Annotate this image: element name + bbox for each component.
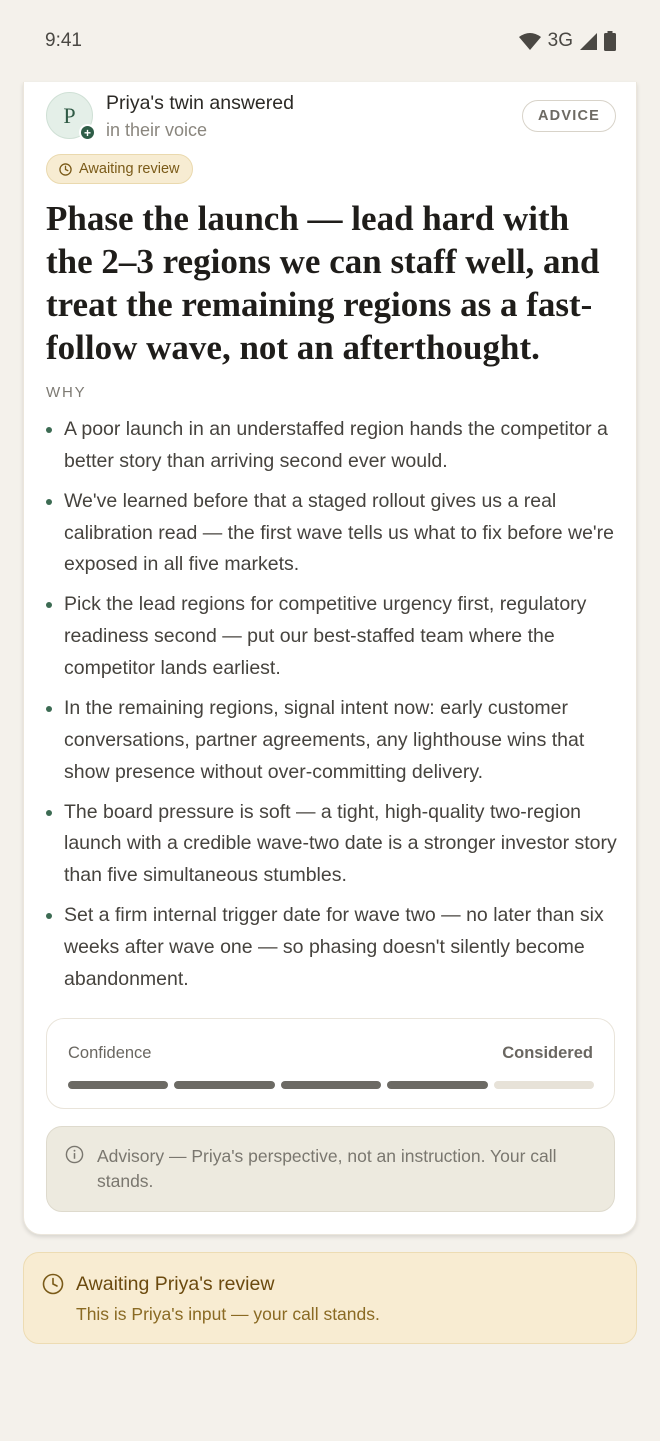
- list-item: [46, 589, 621, 684]
- bullet-icon: [46, 602, 52, 608]
- why-heading: WHY: [46, 384, 87, 401]
- reason-text: Set a firm internal trigger date for wave two — no later than six weeks after wave one — so phasing doesn't silently become abandonment.: [64, 904, 604, 990]
- advice-card: [23, 82, 637, 1235]
- status-time: 9:41: [45, 30, 82, 51]
- reason-text: The board pressure is soft — a tight, high-quality two-region launch with a credible wave-two date is a stronger investor story than five simultaneous stumbles.: [64, 800, 617, 887]
- wifi-icon: [518, 31, 542, 51]
- info-icon: [65, 1145, 84, 1164]
- author-row: [46, 92, 616, 152]
- reason-text: A poor launch in an understaffed region hands the competitor a better story than arriving second ever would.: [64, 418, 608, 472]
- plus-icon: +: [79, 124, 96, 141]
- list-item: [46, 797, 621, 892]
- confidence-segment: [387, 1081, 487, 1089]
- pending-subtitle: This is Priya's input — your call stands.: [76, 1304, 380, 1324]
- pending-title: Awaiting Priya's review: [76, 1273, 275, 1295]
- confidence-value: Considered: [502, 1044, 593, 1062]
- author-name: Priya's twin answered: [106, 92, 294, 114]
- bullet-icon: [46, 427, 52, 433]
- advisory-text: Advisory — Priya's perspective, not an instruction. Your call stands.: [97, 1146, 557, 1191]
- pending-review-banner: [23, 1252, 637, 1344]
- clock-icon: [59, 163, 72, 176]
- confidence-segment: [281, 1081, 381, 1089]
- status-icons: [518, 30, 616, 52]
- confidence-label: Confidence: [68, 1044, 152, 1062]
- bullet-icon: [46, 499, 52, 505]
- avatar-initial: P: [63, 102, 76, 128]
- bullet-icon: [46, 810, 52, 816]
- author-subtitle: in their voice: [106, 120, 208, 140]
- battery-icon: [604, 31, 616, 51]
- reasons-list: [46, 414, 621, 1004]
- list-item: [46, 486, 621, 581]
- confidence-segment: [174, 1081, 274, 1089]
- confidence-segment: [68, 1081, 168, 1089]
- clock-icon: [42, 1273, 64, 1295]
- status-badge: [46, 154, 193, 184]
- cellular-signal-icon: [579, 32, 598, 51]
- list-item: [46, 693, 621, 788]
- advice-headline: Phase the launch — lead hard with the 2–3 regions we can staff well, and treat the remaining regions as a fast-follow wave, not an afterthought.: [46, 199, 600, 367]
- bullet-icon: [46, 913, 52, 919]
- reason-text: We've learned before that a staged rollout gives us a real calibration read — the first wave tells us what to fix before we're exposed in all five markets.: [64, 489, 614, 576]
- list-item: [46, 900, 621, 995]
- reason-text: Pick the lead regions for competitive urgency first, regulatory readiness second — put our best-staffed team where the competitor lands earliest.: [64, 593, 587, 679]
- confidence-segment: [494, 1081, 594, 1089]
- status-bar: [0, 0, 660, 82]
- bullet-icon: [46, 706, 52, 712]
- reason-text: In the remaining regions, signal intent now: early customer conversations, partner agreements, any lighthouse wins that show presence without over-committing delivery.: [64, 696, 585, 783]
- confidence-bar: [68, 1081, 594, 1089]
- status-badge-label: Awaiting review: [79, 161, 180, 177]
- list-item: [46, 414, 621, 478]
- advisory-note: [46, 1126, 615, 1212]
- advice-tag: ADVICE: [522, 100, 616, 132]
- confidence-meter: [46, 1018, 615, 1109]
- network-type: 3G: [547, 30, 573, 51]
